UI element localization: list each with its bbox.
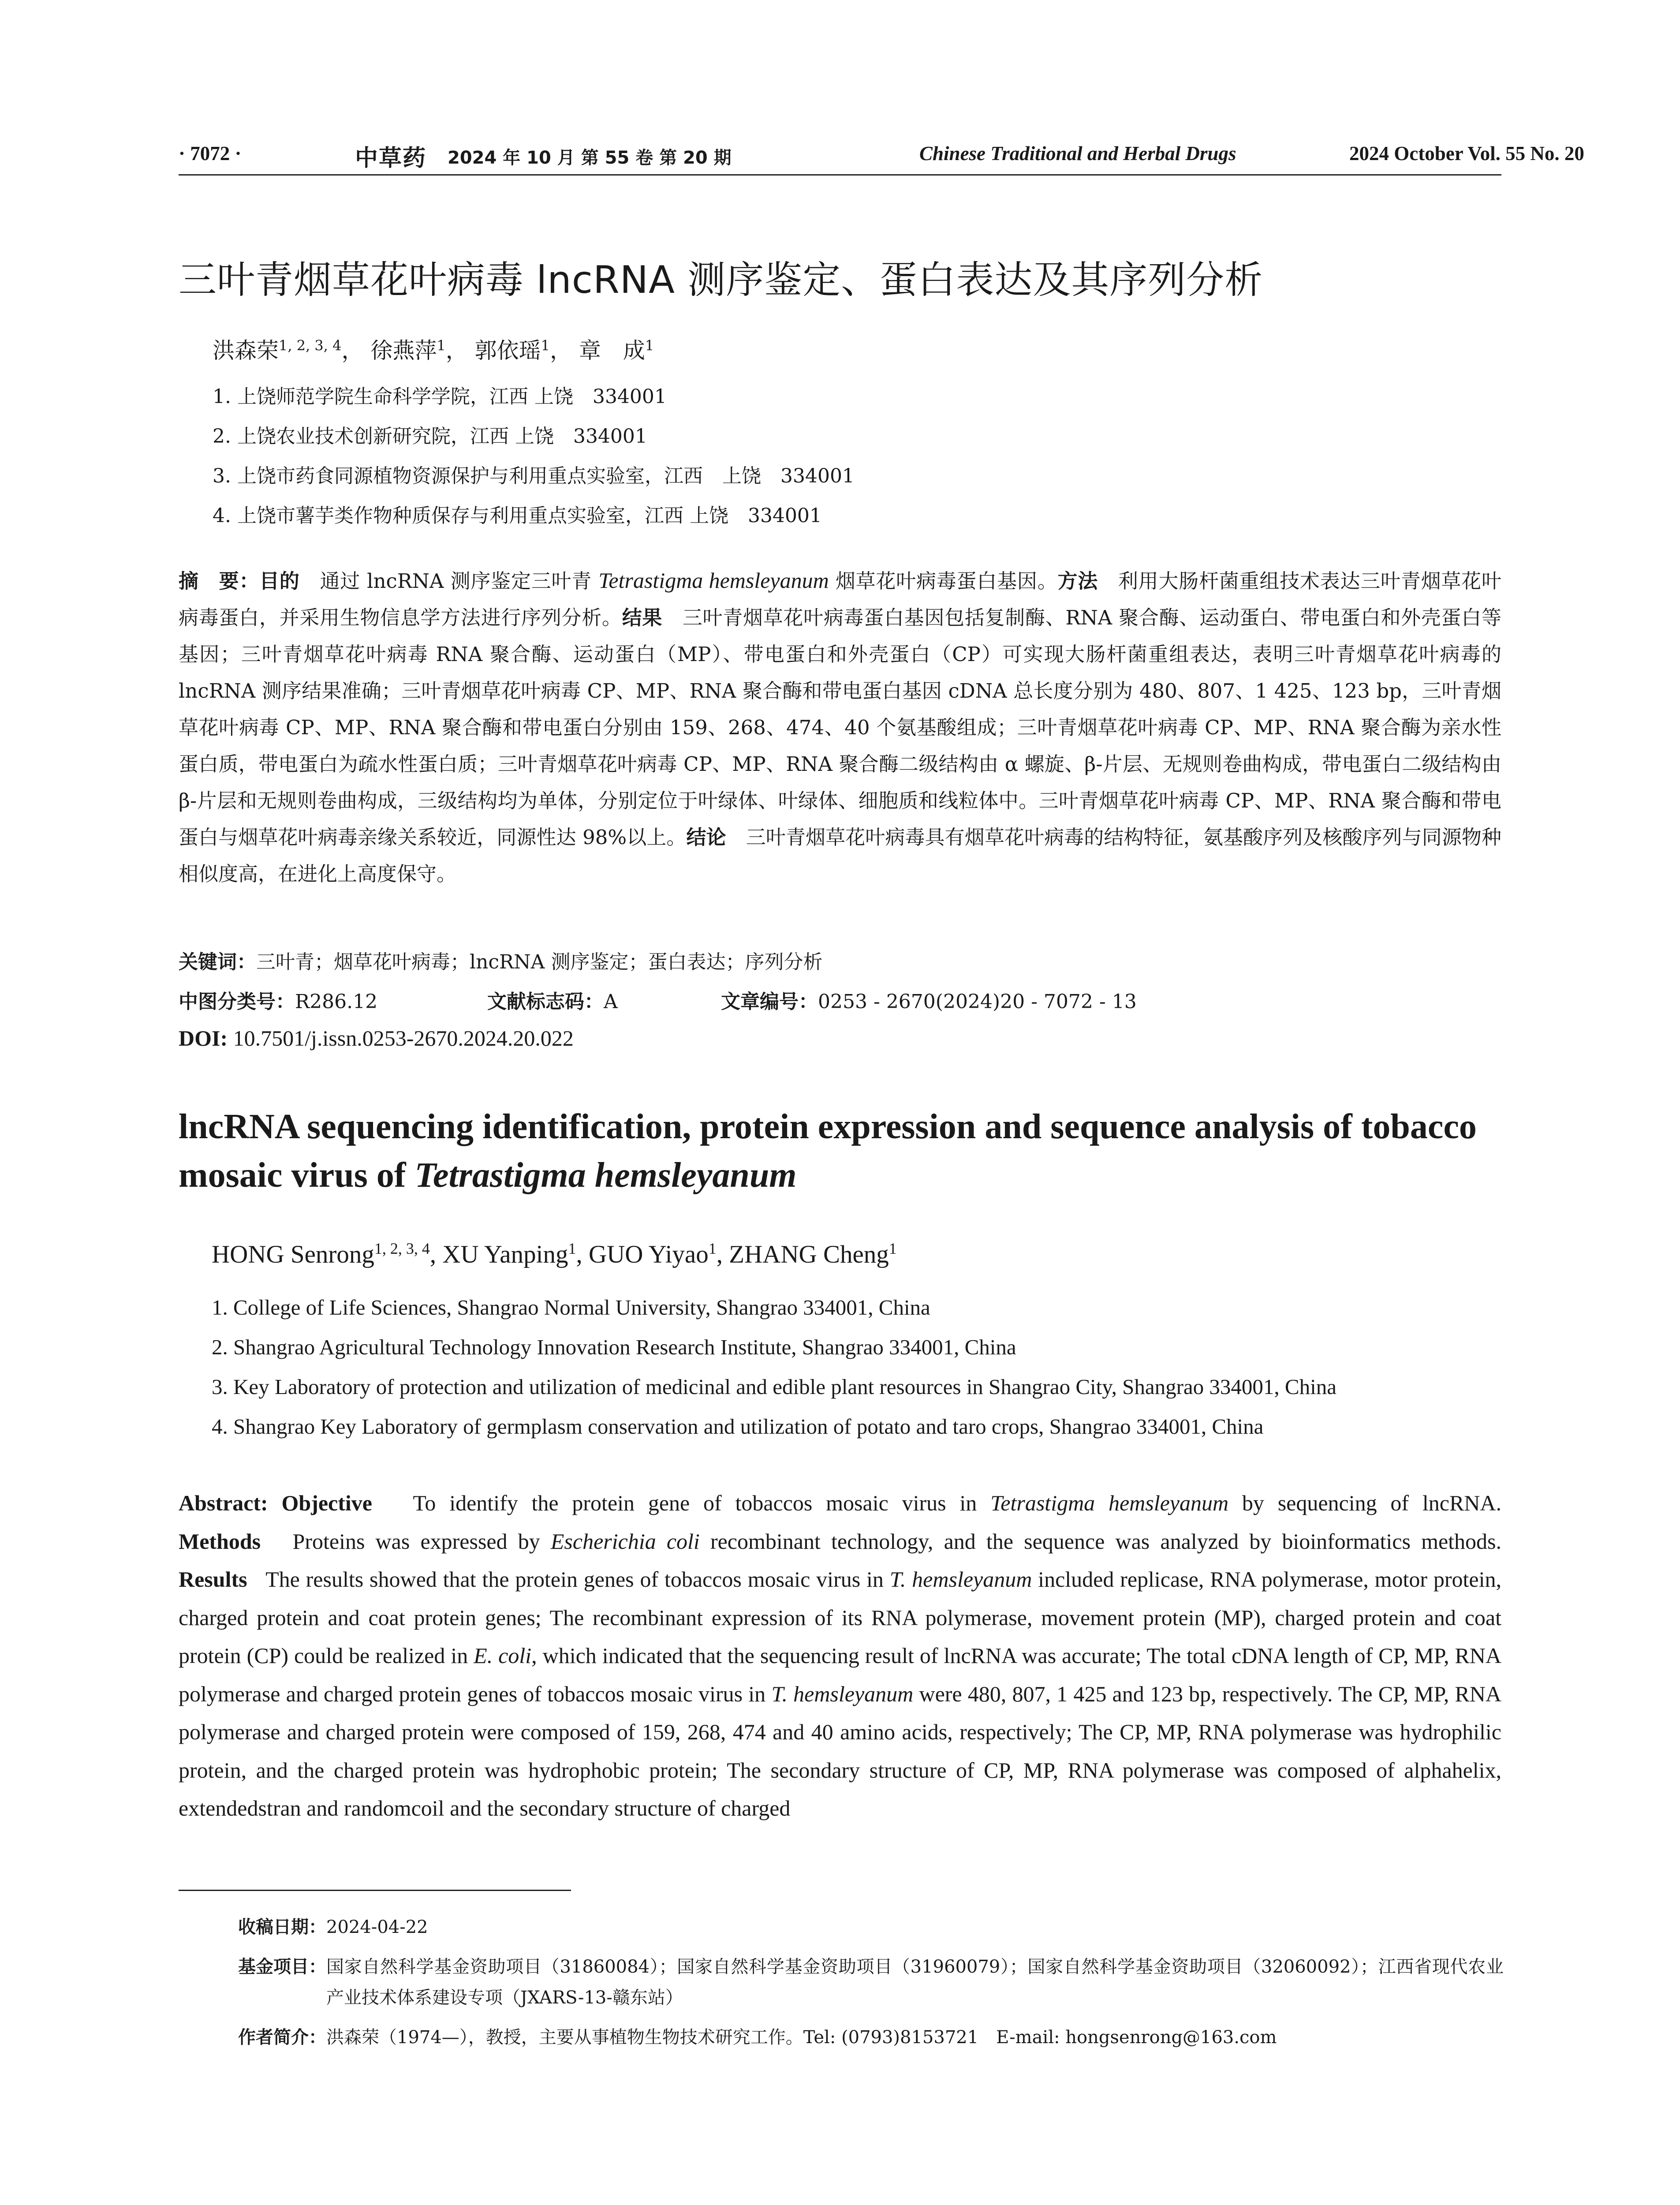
clc-label: 中图分类号：	[179, 990, 295, 1013]
abstract-en	[179, 1484, 1501, 1828]
article-no-value: 0253 - 2670(2024)20 - 7072 - 13	[818, 990, 1137, 1013]
methods-text-en: Proteins was expressed by	[292, 1529, 540, 1554]
abstract-label-en: Abstract:	[179, 1491, 268, 1515]
objective-text-en: To identify the protein gene of tobaccos mosaic virus in	[413, 1491, 977, 1515]
author-en: XU Yanping	[442, 1241, 568, 1268]
objective-text-cn: 烟草花叶病毒蛋白基因。	[835, 569, 1058, 593]
doi-value[interactable]: 10.7501/j.issn.0253-2670.2024.20.022	[233, 1026, 574, 1050]
objective-text-cn: 通过 lncRNA 测序鉴定三叶青	[320, 569, 592, 593]
doc-code-label: 文献标志码：	[487, 990, 604, 1013]
affiliation-en: 3. Key Laboratory of protection and utilization of medicinal and edible plant resources in Shangrao City, Shangrao 334001, China	[212, 1375, 1337, 1399]
journal-name-cn: 中草药	[355, 145, 427, 172]
methods-label-en: Methods	[179, 1529, 261, 1554]
species-name: E. coli	[474, 1643, 532, 1668]
author-affiliation-marker: 1, 2, 3, 4	[374, 1240, 430, 1257]
title-en	[179, 1102, 1501, 1200]
author-affiliation-marker: 1, 2, 3, 4	[279, 337, 342, 354]
footnote-author	[238, 2022, 1504, 2053]
author-affiliation-marker: 1	[541, 337, 550, 354]
article-no-field	[721, 986, 1137, 1014]
received-label: 收稿日期：	[238, 1917, 326, 1937]
footnote-funds	[238, 1951, 1504, 2013]
results-text-en: The results showed that the protein genes of tobaccos mosaic virus in	[265, 1567, 884, 1592]
affiliation-cn: 3. 上饶市药食同源植物资源保护与利用重点实验室，江西 上饶 334001	[213, 465, 855, 487]
doi-line	[179, 1025, 1501, 1051]
footnotes	[238, 1912, 1504, 2062]
title-cn: 三叶青烟草花叶病毒 lncRNA 测序鉴定、蛋白表达及其序列分析	[179, 258, 1263, 302]
keywords-text: 三叶青；烟草花叶病毒；lncRNA 测序鉴定；蛋白表达；序列分析	[256, 951, 823, 973]
author-cn: 郭依瑶	[474, 338, 541, 363]
objective-label-cn: 目的	[259, 569, 300, 593]
author-affiliation-marker: 1	[568, 1240, 576, 1257]
methods-text-cn: 利用大肠杆菌重组技术表达三叶青烟草花叶病毒蛋白，并采用生物信息学方法进行序列分析。	[179, 569, 1501, 629]
footnote-rule	[179, 1890, 571, 1891]
author-en: ZHANG Cheng	[729, 1241, 889, 1268]
author-cn: 洪森荣	[213, 338, 279, 363]
conclusion-label-cn: 结论	[686, 826, 726, 849]
author-en: GUO Yiyao	[588, 1241, 709, 1268]
results-label-cn: 结果	[622, 606, 663, 629]
author-affiliation-marker: 1	[889, 1240, 897, 1257]
results-label-en: Results	[179, 1567, 247, 1592]
methods-text-en: recombinant technology, and the sequence was analyzed by bioinformatics methods.	[710, 1529, 1502, 1554]
author-cn: 章 成	[579, 338, 645, 363]
affiliation-en: 4. Shangrao Key Laboratory of germplasm conservation and utilization of potato and taro crops, Shangrao 334001, China	[212, 1414, 1264, 1439]
doi-label: DOI:	[179, 1026, 228, 1050]
author-affiliation-marker: 1	[645, 337, 654, 354]
results-text-cn: 三叶青烟草花叶病毒蛋白基因包括复制酶、RNA 聚合酶、运动蛋白、带电蛋白和外壳蛋白等基因；三叶青烟草花叶病毒 RNA 聚合酶、运动蛋白（MP）、带电蛋白和外壳蛋白（CP）可实现大肠杆菌重组表达，表明三叶青烟草花叶病毒的 lncRNA 测序结果准确；三叶青烟草花叶病毒 CP、MP、RNA 聚合酶和带电蛋白基因 cDNA 总长度分别为 480、807、1 425、123 bp，三叶青烟草花叶病毒 CP、MP、RNA 聚合酶和带电蛋白分别由 159、268、474、40 个氨基酸组成；三叶青烟草花叶病毒 CP、MP、RNA 聚合酶为亲水性蛋白质，带电蛋白为疏水性蛋白质；三叶青烟草花叶病毒 CP、MP、RNA 聚合酶二级结构由 α 螺旋、β-片层、无规则卷曲构成，带电蛋白二级结构由 β-片层和无规则卷曲构成，三级结构均为单体，分别定位于叶绿体、叶绿体、细胞质和线粒体中。三叶青烟草花叶病毒 CP、MP、RNA 聚合酶和带电蛋白与烟草花叶病毒亲缘关系较近，同源性达 98%以上。	[179, 606, 1501, 849]
keywords-label: 关键词：	[179, 951, 256, 973]
doc-code-value: A	[604, 990, 618, 1013]
author-en: HONG Senrong	[212, 1241, 374, 1268]
running-header	[179, 142, 1584, 177]
funds-text: 国家自然科学基金资助项目（31860084）；国家自然科学基金资助项目（31960079）；国家自然科学基金资助项目（32060092）；江西省现代农业产业技术体系建设专项（JXARS-13-赣东站）	[326, 1957, 1504, 2008]
page-number: · 7072 ·	[179, 142, 242, 164]
abstract-label-cn: 摘 要：	[179, 569, 260, 593]
affiliation-en: 1. College of Life Sciences, Shangrao Normal University, Shangrao 334001, China	[212, 1295, 930, 1319]
title-en-species: Tetrastigma hemsleyanum	[414, 1156, 797, 1195]
conclusion-text-cn: 三叶青烟草花叶病毒具有烟草花叶病毒的结构特征，氨基酸序列及核酸序列与同源物种相似度高，在进化上高度保守。	[179, 826, 1501, 886]
issue-info-en: 2024 October Vol. 55 No. 20	[1349, 142, 1584, 164]
issue-info-cn: 2024 年 10 月 第 55 卷 第 20 期	[448, 148, 732, 168]
species-name: Escherichia coli	[550, 1529, 700, 1554]
authors-cn: 洪森荣$^{1, 2, 3, 4}$， 徐燕萍$^1$， 郭依瑶$^1$， 章 成$^1$	[213, 337, 654, 363]
author-cn: 徐燕萍	[370, 338, 437, 363]
species-name: Tetrastigma hemsleyanum	[598, 568, 829, 593]
results-text-en: included replicase, RNA polymerase, motor protein, charged protein and coat protein genes; The recombinant expression of its RNA polymerase, movement protein (MP), charged protein and coat protein (CP) could be realized in	[179, 1567, 1502, 1668]
author-bio-text: 洪森荣（1974—），教授，主要从事植物生物技术研究工作。Tel: (0793)8153721 E-mail: hongsenrong@163.com	[326, 2027, 1277, 2048]
author-affiliation-marker: 1	[708, 1240, 717, 1257]
affiliation-en: 2. Shangrao Agricultural Technology Innovation Research Institute, Shangrao 334001, China	[212, 1335, 1016, 1359]
article-no-label: 文章编号：	[721, 990, 818, 1013]
results-text-en: were 480, 807, 1 425 and 123 bp, respectively. The CP, MP, RNA polymerase and charged protein were composed of 159, 268, 474 and 40 amino acids, respectively; The CP, MP, RNA polymerase was hydrophilic protein, and the charged protein was hydrophobic protein; The secondary structure of CP, MP, RNA polymerase was composed of alphahelix, extendedstran and randomcoil and the secondary structure of charged	[179, 1681, 1501, 1820]
affiliation-cn: 2. 上饶农业技术创新研究院，江西 上饶 334001	[213, 425, 647, 448]
abstract-cn	[179, 562, 1501, 892]
affiliation-cn: 4. 上饶市薯芋类作物种质保存与利用重点实验室，江西 上饶 334001	[213, 505, 822, 527]
classification-line	[179, 986, 1501, 1014]
affiliation-cn: 1. 上饶师范学院生命科学学院，江西 上饶 334001	[213, 385, 667, 408]
objective-label-en: Objective	[281, 1491, 372, 1515]
clc-value: R286.12	[295, 990, 378, 1013]
results-text-en: , which indicated that the sequencing result of lncRNA was accurate; The total cDNA length of CP, MP, RNA polymerase and charged protein genes of tobaccos mosaic virus in	[179, 1643, 1501, 1706]
funds-label: 基金项目：	[238, 1957, 326, 1977]
doc-code-field	[487, 986, 618, 1014]
species-name: T. hemsleyanum	[771, 1681, 914, 1706]
header-rule	[179, 174, 1501, 176]
methods-label-cn: 方法	[1057, 569, 1098, 593]
affiliations-cn	[213, 377, 1491, 536]
clc-field	[179, 990, 377, 1013]
title-en-main: lncRNA sequencing identification, protein expression and sequence analysis of tobacco mosaic virus of	[179, 1107, 1477, 1195]
footnote-received	[238, 1912, 1504, 1943]
authors-en: HONG Senrong$^{1, 2, 3, 4}$, XU Yanping$^1$, GUO Yiyao$^1$, ZHANG Cheng$^1$	[212, 1240, 897, 1268]
species-name: Tetrastigma hemsleyanum	[990, 1491, 1229, 1515]
journal-name-en: Chinese Traditional and Herbal Drugs	[919, 142, 1236, 164]
received-date: 2024-04-22	[326, 1917, 428, 1937]
keywords-cn	[179, 946, 1501, 974]
objective-text-en: by sequencing of lncRNA.	[1242, 1491, 1502, 1515]
author-affiliation-marker: 1	[437, 337, 446, 354]
affiliations-en	[212, 1288, 1512, 1446]
author-bio-label: 作者简介：	[238, 2027, 326, 2048]
species-name: T. hemsleyanum	[889, 1567, 1032, 1592]
